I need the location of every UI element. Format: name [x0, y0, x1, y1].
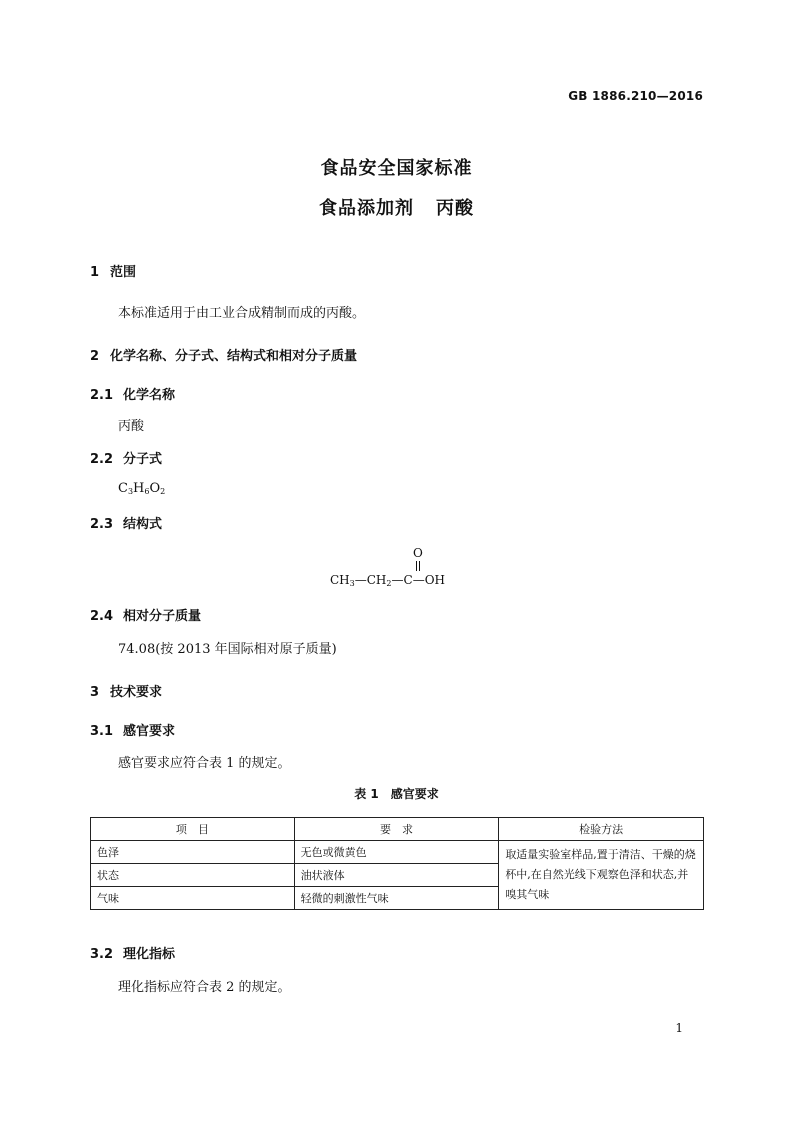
- table-header-row: [91, 818, 704, 841]
- section-number: 2.1: [90, 388, 114, 403]
- title-part-substance: 丙酸: [436, 198, 474, 219]
- document-title-line2: [0, 194, 793, 220]
- section-title: 化学名称: [123, 388, 176, 403]
- section-title: 相对分子质量: [123, 609, 202, 624]
- section-title: 技术要求: [110, 685, 163, 700]
- item-cell: 色泽: [91, 841, 295, 864]
- section-number: 3.1: [90, 724, 114, 739]
- column-header-item: 项 目: [91, 818, 295, 841]
- section-1-heading: [90, 261, 136, 280]
- section-number: 2.2: [90, 452, 114, 467]
- molecular-mass: 74.08(按 2013 年国际相对原子质量): [118, 642, 337, 657]
- double-bond-line: [419, 561, 420, 571]
- structural-formula: [330, 546, 470, 590]
- column-header-method: 检验方法: [499, 818, 704, 841]
- requirement-cell: 油状液体: [294, 864, 499, 887]
- molecular-formula: $C_3H_6O_2$: [118, 481, 166, 496]
- table-1-caption: 表 1 感官要求: [354, 787, 439, 801]
- method-cell: 取适量实验室样品,置于清洁、干燥的烧杯中,在自然光线下观察色泽和状态,并嗅其气味: [499, 841, 704, 910]
- requirement-cell: 轻微的刺激性气味: [294, 887, 499, 910]
- double-bond-line: [416, 561, 417, 571]
- section-2-4-heading: [90, 605, 201, 624]
- section-3-1-heading: [90, 720, 175, 739]
- section-3-2-heading: [90, 943, 175, 962]
- section-2-3-heading: [90, 513, 162, 532]
- table-row: [91, 841, 704, 864]
- section-title: 分子式: [123, 452, 163, 467]
- section-title: 结构式: [123, 517, 163, 532]
- standard-code: GB 1886.210—2016: [568, 89, 703, 103]
- section-title: 化学名称、分子式、结构式和相对分子质量: [110, 349, 358, 364]
- section-2-1-heading: [90, 384, 175, 403]
- section-3-2-text: 理化指标应符合表 2 的规定。: [118, 980, 291, 995]
- page-number: 1: [675, 1021, 683, 1035]
- chemical-name: 丙酸: [118, 419, 145, 434]
- section-number: 3: [90, 685, 100, 700]
- section-2-heading: [90, 345, 357, 364]
- section-2-2-heading: [90, 448, 162, 467]
- column-header-requirement: 要 求: [294, 818, 499, 841]
- section-number: 3.2: [90, 947, 114, 962]
- item-cell: 状态: [91, 864, 295, 887]
- title-part-additive: 食品添加剂: [319, 198, 414, 219]
- structure-chain: $CH_3—CH_2—C—OH$: [330, 573, 445, 588]
- sensory-requirements-table: [90, 817, 704, 910]
- item-cell: 气味: [91, 887, 295, 910]
- carbonyl-oxygen: O: [413, 546, 423, 560]
- section-title: 感官要求: [123, 724, 176, 739]
- section-number: 2.4: [90, 609, 114, 624]
- section-1-text: 本标准适用于由工业合成精制而成的丙酸。: [118, 306, 366, 321]
- section-number: 2.3: [90, 517, 114, 532]
- section-title: 理化指标: [123, 947, 176, 962]
- document-title-line1: 食品安全国家标准: [320, 158, 473, 179]
- section-number: 2: [90, 349, 100, 364]
- section-title: 范围: [110, 265, 137, 280]
- section-3-1-text: 感官要求应符合表 1 的规定。: [118, 756, 291, 771]
- section-number: 1: [90, 265, 100, 280]
- requirement-cell: 无色或微黄色: [294, 841, 499, 864]
- section-3-heading: [90, 681, 162, 700]
